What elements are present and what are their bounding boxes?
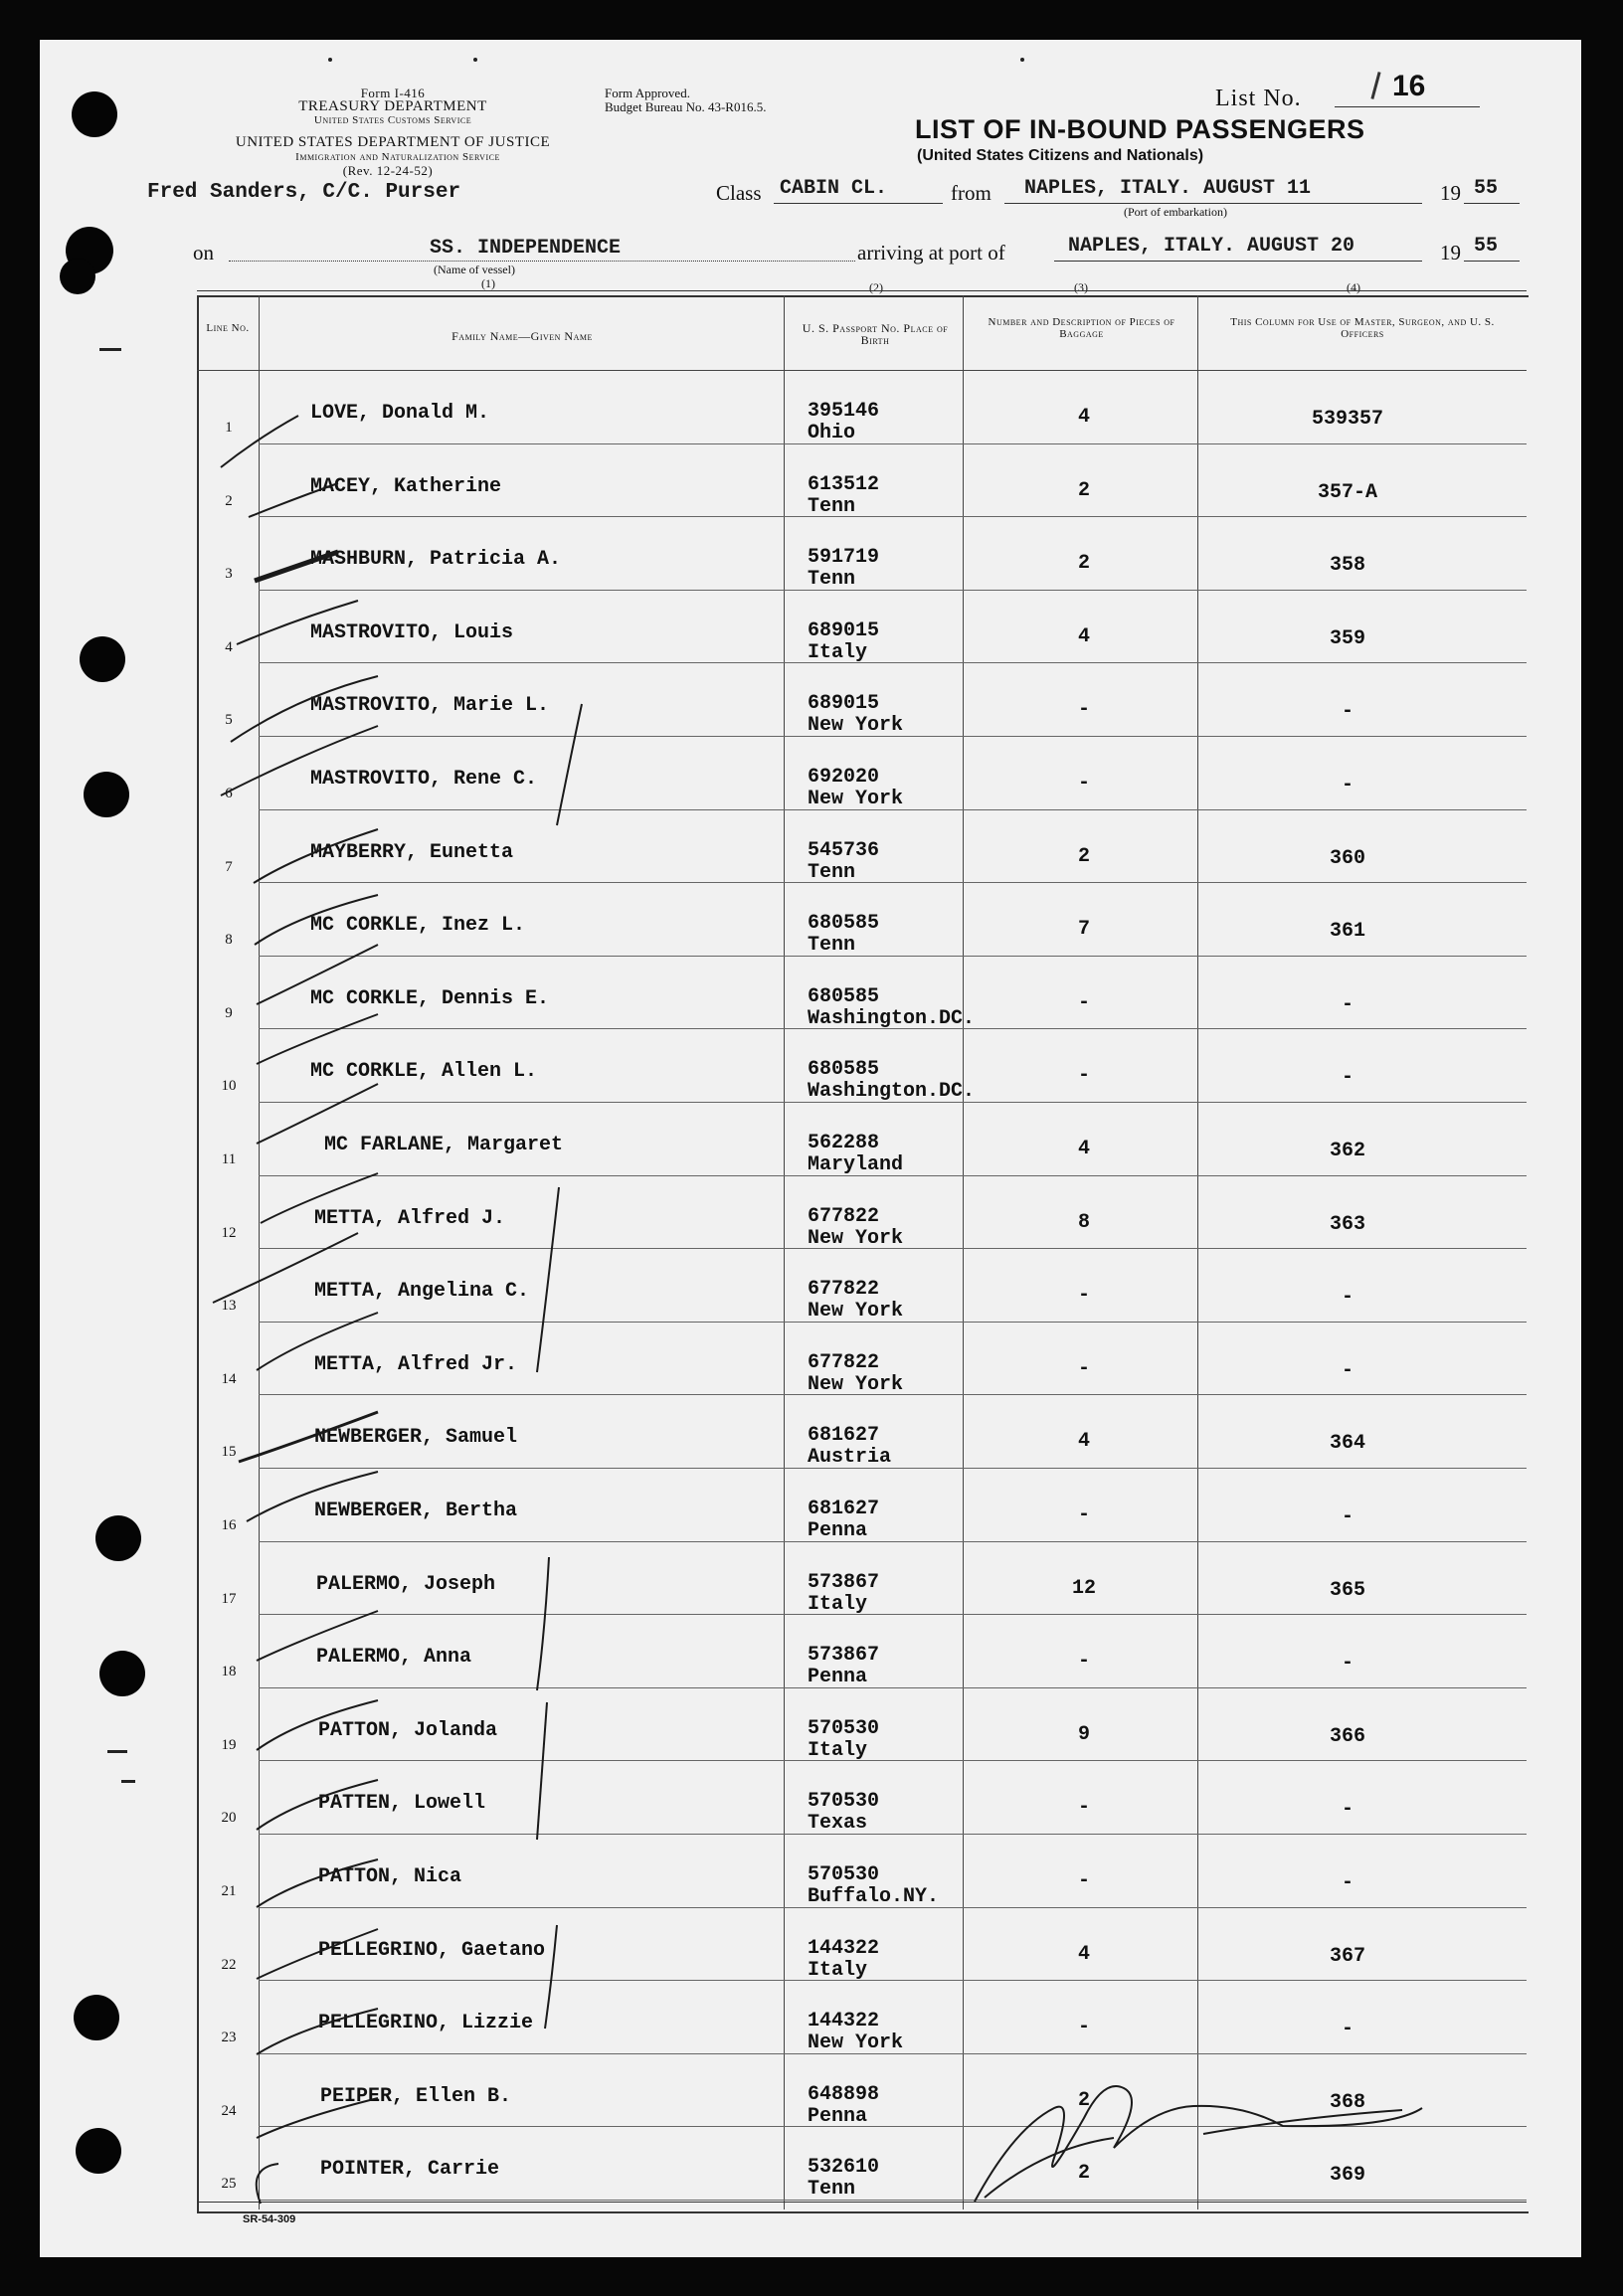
baggage-count: - — [1077, 1356, 1090, 1380]
row-line-number: 10 — [221, 1078, 237, 1095]
treasury-department: TREASURY DEPARTMENT — [298, 98, 487, 114]
passenger-name: MASTROVITO, Marie L. — [310, 694, 550, 718]
passenger-name: PELLEGRINO, Lizzie — [318, 2012, 534, 2035]
baggage-count: - — [1077, 990, 1090, 1014]
passport-number: 562288 — [808, 1132, 880, 1154]
revision: (Rev. 12-24-52) — [342, 163, 434, 178]
passport-number: 613512 — [808, 472, 880, 496]
baggage-count: - — [1077, 698, 1090, 722]
row-line-number: 13 — [221, 1298, 237, 1315]
passenger-name: NEWBERGER, Samuel — [314, 1426, 518, 1450]
place-of-birth: Ohio — [808, 422, 856, 444]
passenger-name: PELLEGRINO, Gaetano — [318, 1938, 546, 1962]
row-line-number: 4 — [225, 638, 233, 655]
passport-number: 395146 — [808, 400, 880, 423]
place-of-birth: Tenn — [808, 568, 856, 592]
baggage-count: 4 — [1077, 406, 1090, 429]
port-embark-caption: (Port of embarkation) — [1124, 205, 1227, 219]
header-line-no: Line No. — [206, 322, 250, 334]
row-line-number: 1 — [225, 420, 233, 436]
passport-number: 692020 — [808, 766, 880, 789]
row-line-number: 22 — [221, 1956, 237, 1973]
arrive-year-prefix: 19 — [1440, 241, 1461, 265]
row-line-number: 20 — [221, 1810, 237, 1827]
passenger-name: METTA, Alfred Jr. — [314, 1352, 518, 1376]
place-of-birth: Italy — [808, 1592, 868, 1616]
officer-note: 539357 — [1311, 408, 1383, 431]
page-subtitle: (United States Citizens and Nationals) — [917, 147, 1204, 164]
class-value: CABIN CL. — [780, 177, 888, 200]
passport-number: 648898 — [808, 2082, 880, 2106]
class-label: Class — [716, 181, 762, 205]
place-of-birth: Washington.DC. — [808, 1006, 976, 1030]
officer-note: - — [1341, 992, 1353, 1016]
place-of-birth: Penna — [808, 1666, 868, 1689]
officer-note: 360 — [1329, 846, 1365, 870]
passport-number: 144322 — [808, 1936, 880, 1960]
passport-number: 545736 — [808, 838, 880, 862]
passenger-name: MACEY, Katherine — [310, 474, 502, 498]
officer-note: 362 — [1329, 1140, 1365, 1162]
footer-code: SR-54-309 — [243, 2213, 296, 2225]
arriving-label: arriving at port of — [857, 241, 1005, 265]
col-number-1: (1) — [481, 276, 495, 290]
list-no-value: 16 — [1392, 70, 1426, 102]
place-of-birth: New York — [808, 714, 904, 738]
baggage-count: - — [1077, 2016, 1090, 2039]
passenger-name: METTA, Angelina C. — [314, 1280, 530, 1304]
baggage-count: 4 — [1077, 1138, 1090, 1160]
baggage-count: 4 — [1077, 1942, 1090, 1966]
place-of-birth: Buffalo.NY. — [808, 1885, 940, 1908]
place-of-birth: New York — [808, 1226, 904, 1250]
baggage-count: 4 — [1077, 1430, 1090, 1454]
header-baggage: Number and Description of Pieces of Baggage — [988, 316, 1175, 340]
place-of-birth: New York — [808, 788, 904, 810]
baggage-count: 4 — [1077, 624, 1090, 648]
baggage-count: - — [1077, 1796, 1090, 1820]
row-line-number: 24 — [221, 2102, 237, 2119]
row-line-number: 14 — [221, 1370, 237, 1387]
form-number: Form I-416 — [360, 86, 426, 100]
passenger-name: PATTON, Nica — [318, 1865, 462, 1888]
vessel-name: SS. INDEPENDENCE — [430, 237, 622, 260]
passport-number: 570530 — [808, 1863, 880, 1886]
list-no-label: List No. — [1215, 86, 1302, 111]
place-of-birth: Penna — [808, 2104, 868, 2128]
passport-number: 591719 — [808, 546, 880, 570]
officer-note: 363 — [1329, 1212, 1365, 1236]
budget-bureau: Budget Bureau No. 43-R016.5. — [605, 99, 767, 114]
place-of-birth: Penna — [808, 1519, 868, 1542]
passenger-name: PEIPER, Ellen B. — [320, 2084, 512, 2108]
row-line-number: 11 — [221, 1151, 237, 1167]
officer-note: 364 — [1329, 1432, 1365, 1456]
officer-note: 366 — [1329, 1724, 1365, 1748]
col-number-2: (2) — [869, 280, 883, 294]
officer-note: - — [1341, 1066, 1353, 1090]
officer-note: 357-A — [1317, 480, 1377, 504]
page-title: LIST OF IN-BOUND PASSENGERS — [915, 114, 1365, 144]
row-line-number: 16 — [221, 1517, 237, 1533]
passport-number: 680585 — [808, 1058, 880, 1082]
purser-name: Fred Sanders, C/C. Purser — [147, 181, 461, 204]
passport-number: 689015 — [808, 618, 880, 642]
officer-note: - — [1341, 1286, 1353, 1310]
form-approved: Form Approved. — [605, 86, 690, 100]
place-of-birth: New York — [808, 2031, 904, 2055]
place-of-birth: Washington.DC. — [808, 1080, 976, 1104]
passenger-name: MASTROVITO, Louis — [310, 620, 514, 644]
passport-number: 680585 — [808, 912, 880, 936]
place-of-birth: Tenn — [808, 860, 856, 884]
passenger-name: PALERMO, Anna — [316, 1646, 472, 1670]
col-number-3: (3) — [1074, 280, 1088, 294]
passenger-name: MAYBERRY, Eunetta — [310, 840, 514, 864]
passport-number: 677822 — [808, 1350, 880, 1374]
header-name: Family Name—Given Name — [451, 329, 593, 343]
passenger-name: METTA, Alfred J. — [314, 1206, 506, 1230]
baggage-count: 8 — [1077, 1210, 1090, 1234]
passenger-name: MC CORKLE, Inez L. — [310, 914, 526, 938]
officer-note: 359 — [1329, 626, 1365, 650]
officer-note: - — [1341, 2018, 1353, 2041]
place-of-birth: Italy — [808, 1738, 868, 1762]
passenger-name: MC CORKLE, Dennis E. — [310, 986, 550, 1010]
row-line-number: 7 — [225, 858, 233, 875]
header-passport: U. S. Passport No. Place of Birth — [802, 321, 949, 347]
officer-note: - — [1341, 1358, 1353, 1382]
row-line-number: 2 — [225, 492, 233, 509]
vessel-caption: (Name of vessel) — [434, 263, 515, 276]
arrive-year: 55 — [1474, 235, 1499, 258]
place-of-birth: Italy — [808, 640, 868, 664]
place-of-birth: Maryland — [808, 1153, 904, 1176]
row-line-number: 23 — [221, 2030, 237, 2046]
passport-number: 677822 — [808, 1278, 880, 1302]
place-of-birth: Texas — [808, 1812, 868, 1836]
passenger-name: MASTROVITO, Rene C. — [310, 768, 538, 791]
baggage-count: 2 — [1077, 2162, 1090, 2186]
passport-number: 573867 — [808, 1644, 880, 1668]
officer-note: - — [1341, 700, 1353, 724]
passenger-name: MC CORKLE, Allen L. — [310, 1060, 538, 1084]
passport-number: 689015 — [808, 692, 880, 716]
row-line-number: 6 — [225, 786, 233, 801]
passenger-name: PALERMO, Joseph — [316, 1572, 496, 1596]
baggage-count: - — [1077, 1064, 1090, 1088]
passenger-name: POINTER, Carrie — [320, 2158, 500, 2182]
row-line-number: 8 — [225, 932, 233, 949]
baggage-count: - — [1077, 1503, 1090, 1526]
col-number-4: (4) — [1347, 280, 1360, 294]
officer-note: 368 — [1329, 2090, 1365, 2114]
place-of-birth: New York — [808, 1300, 904, 1324]
baggage-count: - — [1077, 1869, 1090, 1892]
passenger-name: MC FARLANE, Margaret — [324, 1134, 564, 1156]
customs-service: United States Customs Service — [313, 114, 472, 126]
baggage-count: 2 — [1077, 478, 1090, 502]
row-line-number: 3 — [225, 566, 233, 583]
place-of-birth: Italy — [808, 1958, 868, 1982]
row-line-number: 12 — [221, 1224, 237, 1241]
justice-department: UNITED STATES DEPARTMENT OF JUSTICE — [235, 134, 551, 150]
passenger-name: PATTEN, Lowell — [318, 1792, 486, 1816]
passport-number: 144322 — [808, 2010, 880, 2033]
from-year-prefix: 19 — [1440, 181, 1461, 205]
officer-note: 367 — [1329, 1944, 1365, 1968]
row-line-number: 18 — [221, 1664, 237, 1680]
officer-note: - — [1341, 1798, 1353, 1822]
passport-number: 681627 — [808, 1424, 880, 1448]
from-value: NAPLES, ITALY. AUGUST 11 — [1024, 177, 1312, 200]
passenger-name: PATTON, Jolanda — [318, 1718, 498, 1742]
passport-number: 532610 — [808, 2156, 880, 2180]
row-line-number: 21 — [221, 1883, 237, 1899]
passport-number: 570530 — [808, 1716, 880, 1740]
baggage-count: 2 — [1077, 844, 1090, 868]
baggage-count: 12 — [1071, 1576, 1096, 1600]
baggage-count: 9 — [1077, 1722, 1090, 1746]
from-label: from — [951, 181, 992, 205]
passport-number: 573867 — [808, 1570, 880, 1594]
officer-note: 369 — [1329, 2164, 1365, 2188]
passport-number: 680585 — [808, 984, 880, 1008]
row-line-number: 9 — [225, 1004, 233, 1021]
header-officers: This Column for Use of Master, Surgeon, and U. S. Officers — [1230, 316, 1495, 340]
baggage-count: - — [1077, 1650, 1090, 1674]
passport-number: 570530 — [808, 1790, 880, 1814]
arriving-value: NAPLES, ITALY. AUGUST 20 — [1068, 235, 1355, 258]
officer-note: - — [1341, 1505, 1353, 1528]
place-of-birth: Tenn — [808, 934, 856, 958]
row-line-number: 19 — [221, 1736, 237, 1753]
officer-note: 365 — [1329, 1578, 1365, 1602]
officer-note: 358 — [1329, 554, 1365, 578]
place-of-birth: Tenn — [808, 494, 856, 518]
row-line-number: 5 — [225, 712, 233, 729]
passenger-name: MASHBURN, Patricia A. — [310, 548, 562, 572]
row-line-number: 15 — [221, 1444, 237, 1461]
baggage-count: 7 — [1077, 918, 1090, 942]
officer-note: - — [1341, 774, 1353, 796]
passenger-name: NEWBERGER, Bertha — [314, 1500, 518, 1522]
from-year: 55 — [1474, 177, 1499, 200]
baggage-count: 2 — [1077, 552, 1090, 576]
row-line-number: 17 — [221, 1590, 237, 1607]
baggage-count: - — [1077, 1284, 1090, 1308]
officer-note: 361 — [1329, 920, 1365, 944]
immigration-service: Immigration and Naturalization Service — [295, 151, 500, 163]
baggage-count: - — [1077, 772, 1090, 795]
officer-note: - — [1341, 1871, 1353, 1894]
officer-note: - — [1341, 1652, 1353, 1676]
on-label: on — [193, 241, 214, 265]
place-of-birth: New York — [808, 1372, 904, 1396]
baggage-count: 2 — [1077, 2088, 1090, 2112]
place-of-birth: Austria — [808, 1446, 892, 1470]
passenger-name: LOVE, Donald M. — [310, 402, 490, 425]
passport-number: 681627 — [808, 1498, 880, 1520]
row-line-number: 25 — [221, 2176, 237, 2193]
passport-number: 677822 — [808, 1204, 880, 1228]
place-of-birth: Tenn — [808, 2178, 856, 2202]
